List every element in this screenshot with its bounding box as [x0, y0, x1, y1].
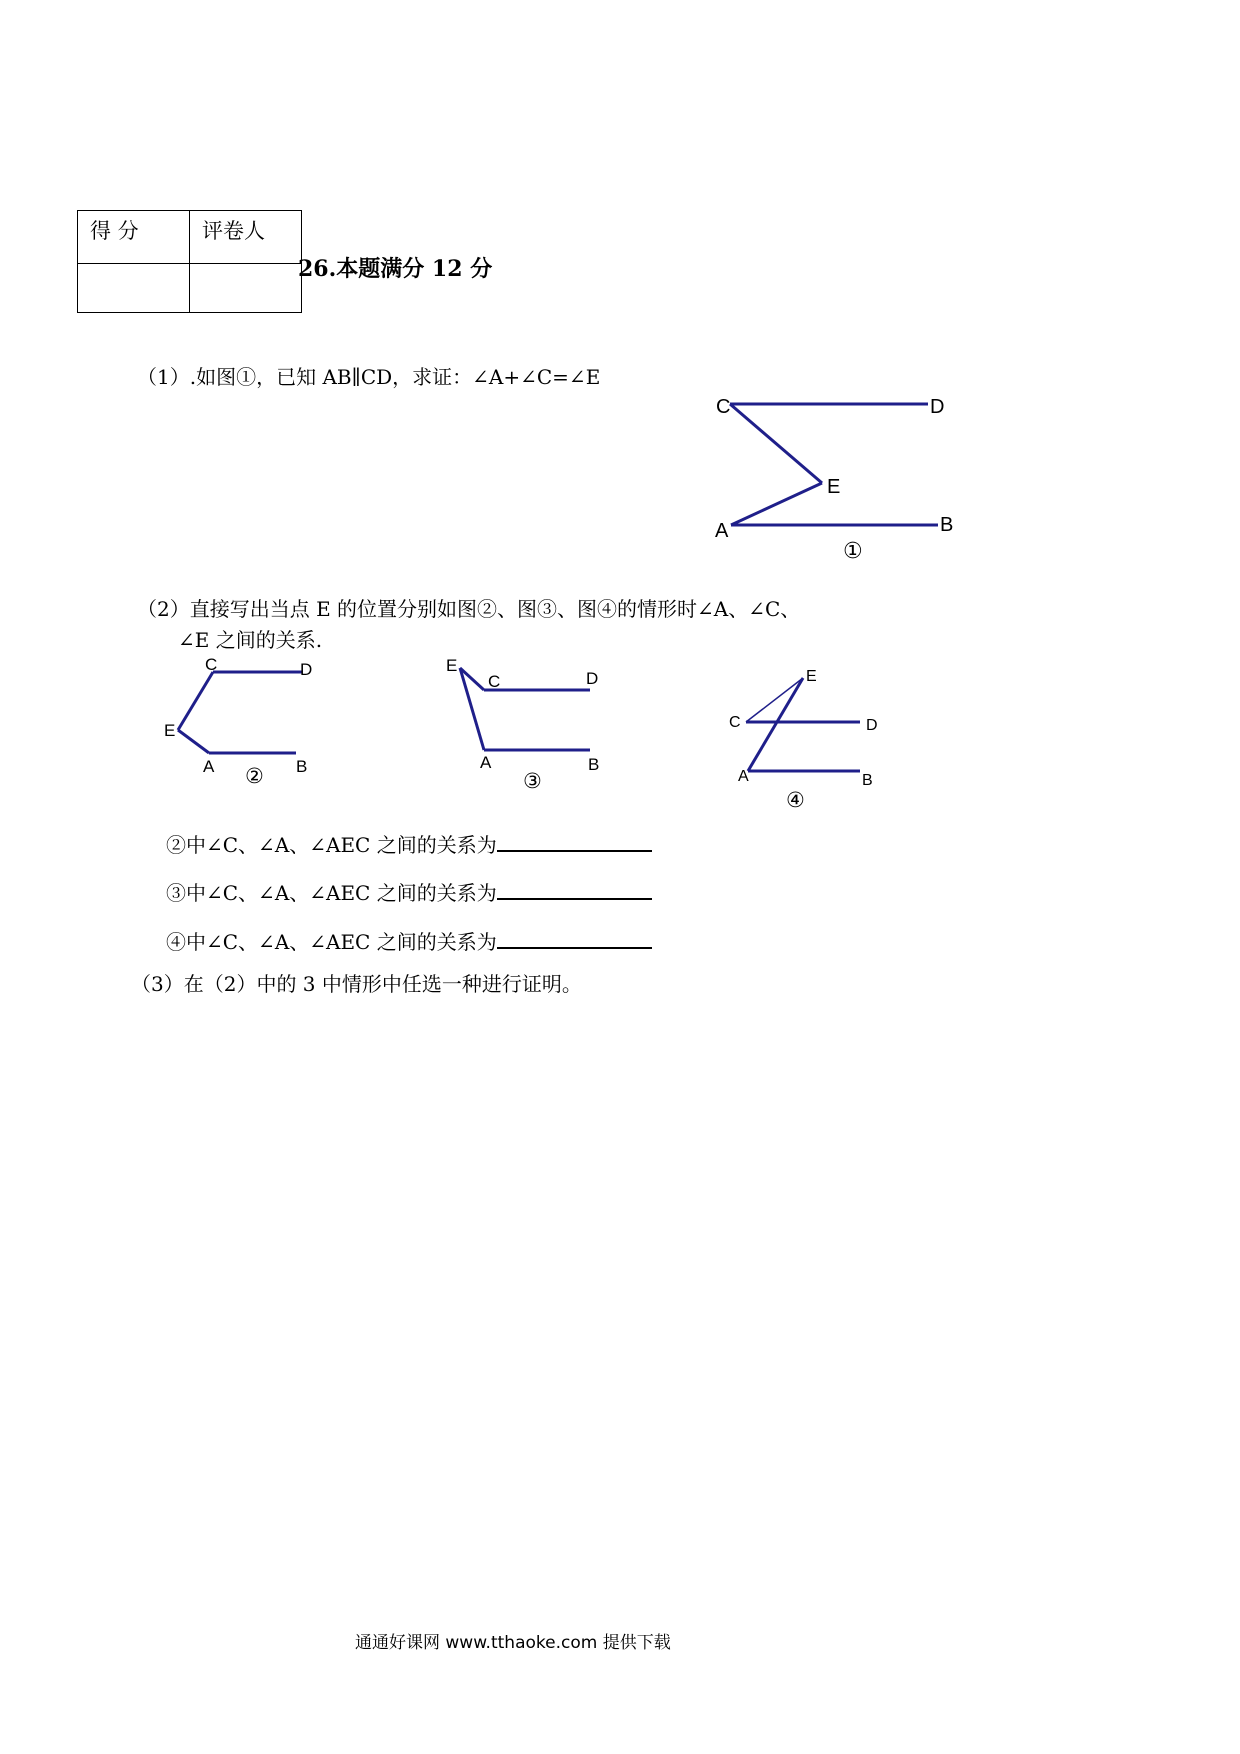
part1-text: （1）.如图①，已知 AB∥CD，求证：∠A+∠C=∠E: [137, 365, 601, 389]
fig2-label-c: C: [205, 655, 218, 674]
figure-2: [164, 655, 312, 788]
footer-source: 通通好课网 www.tthaoke.com 提供下载: [355, 1633, 671, 1653]
part2-line1: （2）直接写出当点 E 的位置分别如图②、图③、图④的情形时∠A、∠C、: [137, 597, 801, 621]
part3-text: （3）在（2）中的 3 中情形中任选一种进行证明。: [131, 972, 582, 996]
fig4-label-b: B: [862, 772, 873, 789]
answer-row-4: [166, 926, 652, 955]
answer-3-blank[interactable]: [497, 880, 652, 900]
fig3-label-d: D: [586, 669, 599, 688]
answer-row-3: [166, 877, 652, 906]
fig3-number: ③: [523, 770, 542, 793]
fig2-label-e: E: [164, 721, 176, 740]
answer-4-blank[interactable]: [497, 929, 652, 949]
line-ce: [730, 404, 822, 483]
figure-3: [446, 656, 599, 793]
fig1-label-c: C: [716, 396, 731, 418]
grader-label: 评卷人: [190, 211, 302, 264]
fig1-label-a: A: [715, 520, 729, 542]
answer-2-label: ②中∠C、∠A、∠AEC 之间的关系为: [166, 833, 497, 857]
fig4-label-a: A: [738, 768, 749, 785]
figure-1: [715, 396, 953, 563]
fig2-number: ②: [245, 765, 264, 788]
line-ce: [746, 678, 803, 722]
fig2-label-a: A: [203, 757, 215, 776]
line-ce: [178, 672, 213, 730]
answer-4-label: ④中∠C、∠A、∠AEC 之间的关系为: [166, 930, 497, 954]
line-ea: [731, 483, 822, 525]
answer-row-2: [166, 829, 652, 858]
question-title: 26.本题满分 12 分: [298, 256, 493, 282]
fig4-number: ④: [786, 789, 805, 812]
fig1-number: ①: [843, 538, 863, 563]
fig1-label-b: B: [940, 514, 954, 536]
answer-3-label: ③中∠C、∠A、∠AEC 之间的关系为: [166, 881, 497, 905]
fig4-label-c: C: [729, 714, 741, 731]
fig2-label-d: D: [300, 660, 313, 679]
part2-line2: ∠E 之间的关系.: [178, 628, 323, 652]
fig4-label-e: E: [806, 668, 817, 685]
fig3-label-b: B: [588, 755, 600, 774]
fig2-label-b: B: [296, 757, 308, 776]
fig3-label-c: C: [488, 672, 501, 691]
figure-4: [729, 668, 878, 812]
fig1-label-e: E: [827, 476, 841, 498]
fig3-label-a: A: [480, 753, 492, 772]
fig4-label-d: D: [866, 717, 878, 734]
fig1-label-d: D: [930, 396, 945, 418]
answer-2-blank[interactable]: [497, 832, 652, 852]
line-ea: [178, 730, 209, 753]
score-label: 得 分: [78, 211, 190, 264]
line-ea: [748, 678, 803, 771]
fig3-label-e: E: [446, 656, 458, 675]
